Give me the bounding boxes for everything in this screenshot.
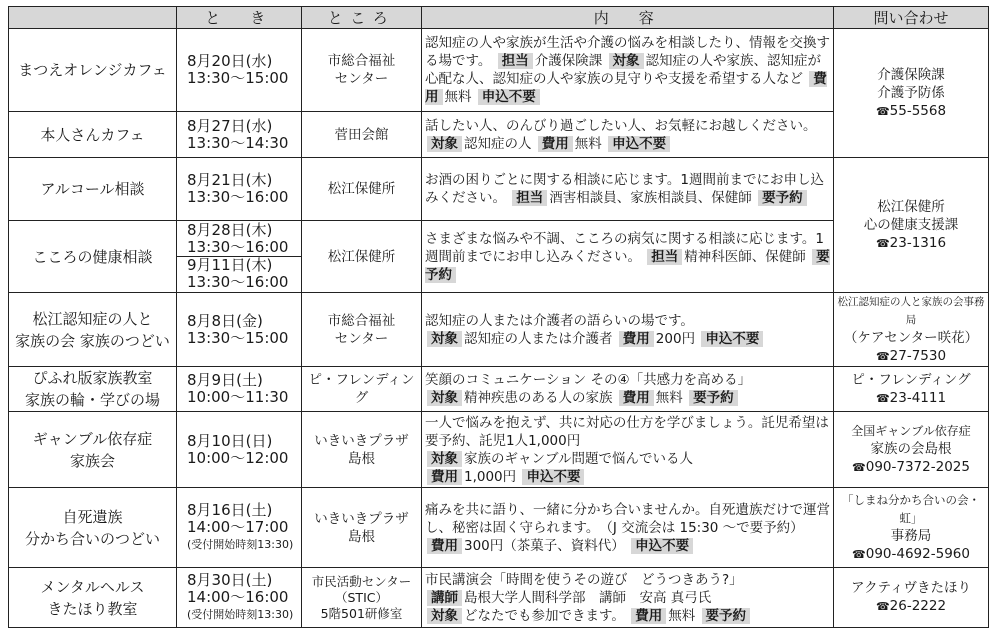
phone-icon: ☎ <box>875 350 890 363</box>
event-name <box>9 488 177 568</box>
label-moushikomi: 申込不要 <box>608 136 670 152</box>
inquiry <box>834 29 989 158</box>
label-taisho: 対象 <box>609 53 644 69</box>
tantou-value: 介護保険課 <box>534 53 603 69</box>
event-name: まつえオレンジカフェ <box>9 29 177 112</box>
phone-number: 090-7372-2025 <box>865 459 970 475</box>
event-content <box>422 412 834 488</box>
place-line: いきいきプラザ <box>314 432 409 449</box>
phone <box>834 102 988 121</box>
content-text: 話したい人、のんびり過ごしたい人、お気軽にお越しください。 <box>425 117 817 134</box>
hiyou-value: 無料 <box>444 89 472 105</box>
phone-number: 26-2222 <box>889 598 947 614</box>
taisho-value: 認知症の人 <box>464 135 532 152</box>
event-place: 松江保健所 <box>302 158 422 221</box>
event-when <box>177 367 302 412</box>
phone-icon: ☎ <box>875 600 890 613</box>
event-name-line: 松江認知症の人と <box>32 309 153 328</box>
event-when <box>177 412 302 488</box>
content-text: さまざまな悩みや不調、こころの病気に関する相談に応じます。1週間前までにお申し込みください。 <box>425 230 825 265</box>
hiyou-value: 200円 <box>655 330 696 347</box>
label-moushikomi: 申込不要 <box>522 469 584 485</box>
event-date: 8月21日(木) <box>187 171 273 189</box>
content-text: 一人で悩みを抱えず、共に対応の仕方を学びましょう。託児希望は要予約、託児1人1,000円 <box>425 414 829 449</box>
header-inquiry: 問い合わせ <box>834 7 989 29</box>
hiyou-value: 1,000円 <box>464 468 517 485</box>
event-time: 10:00〜11:30 <box>187 388 289 406</box>
event-place: 菅田会館 <box>302 112 422 158</box>
event-content <box>422 488 834 568</box>
phone-icon: ☎ <box>875 104 890 118</box>
place-line: 市総合福祉 <box>327 312 396 329</box>
label-yoyaku: 要予約 <box>425 248 830 283</box>
table-row <box>9 29 989 112</box>
table-row <box>9 158 989 221</box>
event-date: 8月28日(木) <box>187 221 273 239</box>
phone-number: 55-5568 <box>889 102 947 119</box>
event-place <box>302 29 422 112</box>
header-where: ところ <box>302 7 422 29</box>
label-tantou: 担当 <box>647 249 682 265</box>
label-hiyou: 費用 <box>427 469 462 485</box>
place-line: センター <box>334 330 389 347</box>
event-time: 14:00〜17:00 <box>187 518 289 536</box>
label-yoyaku: 要予約 <box>758 190 807 206</box>
header-name <box>9 7 177 29</box>
event-when <box>177 221 302 293</box>
phone <box>834 545 988 564</box>
content-text: お酒の困りごとに関する相談に応じます。1週間前までにお申し込みください。 <box>425 172 825 206</box>
label-hiyou: 費用 <box>631 608 666 624</box>
label-taisho: 対象 <box>427 136 462 152</box>
event-name <box>9 412 177 488</box>
inquiry <box>834 293 989 367</box>
phone-number: 23-4111 <box>889 389 947 406</box>
label-hiyou: 費用 <box>619 331 654 347</box>
inquiry-line: （ケアセンター咲花） <box>843 330 979 346</box>
label-yoyaku: 要予約 <box>689 390 738 406</box>
phone-icon: ☎ <box>852 548 866 561</box>
event-date: 8月30日(土) <box>187 571 273 589</box>
inquiry-line: 全国ギャンブル依存症 <box>851 424 971 438</box>
phone <box>834 234 988 253</box>
inquiry-line: 心の健康支援課 <box>863 216 959 233</box>
phone-number: 23-1316 <box>889 234 947 251</box>
label-moushikomi: 申込不要 <box>701 331 763 347</box>
inquiry-line: ピ・フレンディング <box>851 371 971 388</box>
event-date: 8月16日(土) <box>187 501 273 519</box>
place-line: センター <box>334 71 389 87</box>
event-when <box>177 488 302 568</box>
event-time: 13:30〜14:30 <box>187 133 289 152</box>
event-when <box>177 158 302 221</box>
label-taisho: 対象 <box>427 331 462 347</box>
phone-icon: ☎ <box>852 461 866 474</box>
table-row <box>9 293 989 367</box>
inquiry <box>834 488 989 568</box>
event-time: 13:30〜16:00 <box>187 273 289 291</box>
event-place: ピ・フレンディング <box>302 367 422 412</box>
tantou-value: 精神科医師、保健師 <box>684 248 806 265</box>
event-content <box>422 568 834 628</box>
event-when <box>177 112 302 158</box>
place-line: 市民活動センター <box>311 573 412 589</box>
inquiry-line: アクティヴきたほり <box>850 580 971 596</box>
event-note: (受付開始時刻13:30) <box>187 608 294 621</box>
event-name-line: メンタルヘルス <box>40 577 145 596</box>
content-text: 痛みを共に語り、一緒に分かち合いませんか。自死遺族だけで運営し、秘密は固く守られます。 （J 交流会は 15:30 〜で要予約） <box>425 501 830 536</box>
taisho-value: 認知症の人や家族、認知症が心配な人、認知症の人や家族の見守りや支援を希望する人など <box>425 53 822 87</box>
inquiry <box>834 568 989 628</box>
phone-number: 27-7530 <box>889 348 947 364</box>
event-time: 10:00〜12:00 <box>187 448 289 467</box>
label-hiyou: 費用 <box>427 538 462 554</box>
inquiry <box>834 412 989 488</box>
taisho-value: どなたでも参加できます。 <box>464 607 625 624</box>
content-text: 笑顔のコミュニケーション その④「共感力を高める」 <box>425 372 752 388</box>
event-date: 8月10日(日) <box>187 431 273 450</box>
label-taisho: 対象 <box>427 451 462 467</box>
label-taisho: 対象 <box>427 608 462 624</box>
event-place <box>302 412 422 488</box>
event-name-line: 分かち合いのつどい <box>24 529 160 548</box>
event-name-line: 家族の輪・学びの場 <box>24 391 160 409</box>
table-row <box>9 412 989 488</box>
event-name <box>9 568 177 628</box>
event-name-line: ぴふれ版家族教室 <box>32 369 153 387</box>
label-taisho: 対象 <box>427 390 462 406</box>
label-yoyaku: 要予約 <box>702 608 751 624</box>
phone-number: 090-4692-5960 <box>865 546 970 562</box>
header-row <box>9 7 989 29</box>
place-line: 5階501研修室 <box>320 605 403 621</box>
event-time: 13:30〜15:00 <box>187 328 289 347</box>
inquiry-line: 事務局 <box>890 528 932 544</box>
tantou-value: 酒害相談員、家族相談員、保健師 <box>549 190 752 206</box>
event-when <box>177 568 302 628</box>
inquiry <box>834 158 989 293</box>
event-name-line: 自死遺族 <box>62 507 123 526</box>
event-name-line: ギャンブル依存症 <box>32 429 153 448</box>
event-date: 8月8日(金) <box>187 311 263 330</box>
label-hiyou: 費用 <box>538 136 573 152</box>
phone-icon: ☎ <box>875 236 890 250</box>
taisho-value: 精神疾患のある人の家族 <box>464 390 613 406</box>
place-line: 島根 <box>348 450 375 467</box>
inquiry-line: 介護予防係 <box>877 84 945 101</box>
event-content <box>422 158 834 221</box>
label-koushi: 講師 <box>427 590 462 606</box>
label-tantou: 担当 <box>512 190 547 206</box>
event-time: 13:30〜16:00 <box>187 238 289 256</box>
event-name-line: 家族会 <box>69 451 115 470</box>
content-text: 認知症の人や家族が生活や介護の悩みを相談したり、情報を交換する場です。 <box>425 35 830 69</box>
event-content <box>422 29 834 112</box>
hiyou-value: 無料 <box>655 390 683 406</box>
event-time: 14:00〜16:00 <box>187 588 289 606</box>
label-moushikomi: 申込不要 <box>631 538 693 554</box>
event-table <box>8 6 989 628</box>
event-content <box>422 221 834 293</box>
event-name <box>9 367 177 412</box>
place-line: 島根 <box>348 528 375 545</box>
place-line: （STIC） <box>335 589 388 605</box>
phone <box>834 347 988 366</box>
inquiry <box>834 367 989 412</box>
event-name: こころの健康相談 <box>9 221 177 293</box>
inquiry-line: 松江認知症の人と家族の会事務局 <box>837 296 985 326</box>
hiyou-value: 無料 <box>574 135 602 152</box>
label-hiyou: 費用 <box>619 390 654 406</box>
inquiry-line: 介護保険課 <box>877 66 945 83</box>
koushi-value: 島根大学人間科学部 講師 安高 真弓氏 <box>464 589 712 606</box>
header-when: と き <box>177 7 302 29</box>
event-time: 13:30〜15:00 <box>187 69 289 87</box>
hiyou-value: 無料 <box>668 607 696 624</box>
event-date: 9月11日(木) <box>187 256 273 274</box>
event-name: アルコール相談 <box>9 158 177 221</box>
event-when <box>177 293 302 367</box>
event-name-line: きたほり教室 <box>47 599 138 618</box>
header-content: 内 容 <box>422 7 834 29</box>
phone <box>834 597 988 616</box>
event-place <box>302 293 422 367</box>
hiyou-value: 300円（茶菓子、資料代） <box>464 537 625 554</box>
table-row <box>9 568 989 628</box>
event-date: 8月27日(水) <box>187 116 273 135</box>
event-content <box>422 367 834 412</box>
event-when <box>177 29 302 112</box>
event-name-line: 家族の会 家族のつどい <box>15 331 170 350</box>
taisho-value: 家族のギャンブル問題で悩んでいる人 <box>464 450 693 467</box>
phone-icon: ☎ <box>875 391 890 405</box>
table-row <box>9 488 989 568</box>
event-date: 8月9日(土) <box>187 371 263 389</box>
event-note: (受付開始時刻13:30) <box>187 538 294 551</box>
event-date: 8月20日(水) <box>187 52 273 70</box>
inquiry-line: 家族の会島根 <box>870 441 952 457</box>
event-place <box>302 488 422 568</box>
event-place: 松江保健所 <box>302 221 422 293</box>
phone <box>834 389 988 408</box>
table-row <box>9 367 989 412</box>
phone <box>834 458 988 477</box>
event-time: 13:30〜16:00 <box>187 188 289 206</box>
place-line: 市総合福祉 <box>327 53 396 69</box>
content-text: 市民講演会「時間を使うその遊び どうつきあう?」 <box>425 571 743 588</box>
content-text: 認知症の人または介護者の語らいの場です。 <box>425 312 694 329</box>
event-name <box>9 293 177 367</box>
label-tantou: 担当 <box>498 53 533 69</box>
event-content <box>422 112 834 158</box>
event-content <box>422 293 834 367</box>
label-hiyou: 費用 <box>425 71 827 105</box>
inquiry-line: 「しまね分かち合いの会・虹」 <box>842 493 980 525</box>
place-line: いきいきプラザ <box>314 510 409 527</box>
taisho-value: 認知症の人または介護者 <box>464 330 613 347</box>
event-place <box>302 568 422 628</box>
label-moushikomi: 申込不要 <box>478 89 540 105</box>
inquiry-line: 松江保健所 <box>877 198 945 215</box>
event-name: 本人さんカフェ <box>9 112 177 158</box>
